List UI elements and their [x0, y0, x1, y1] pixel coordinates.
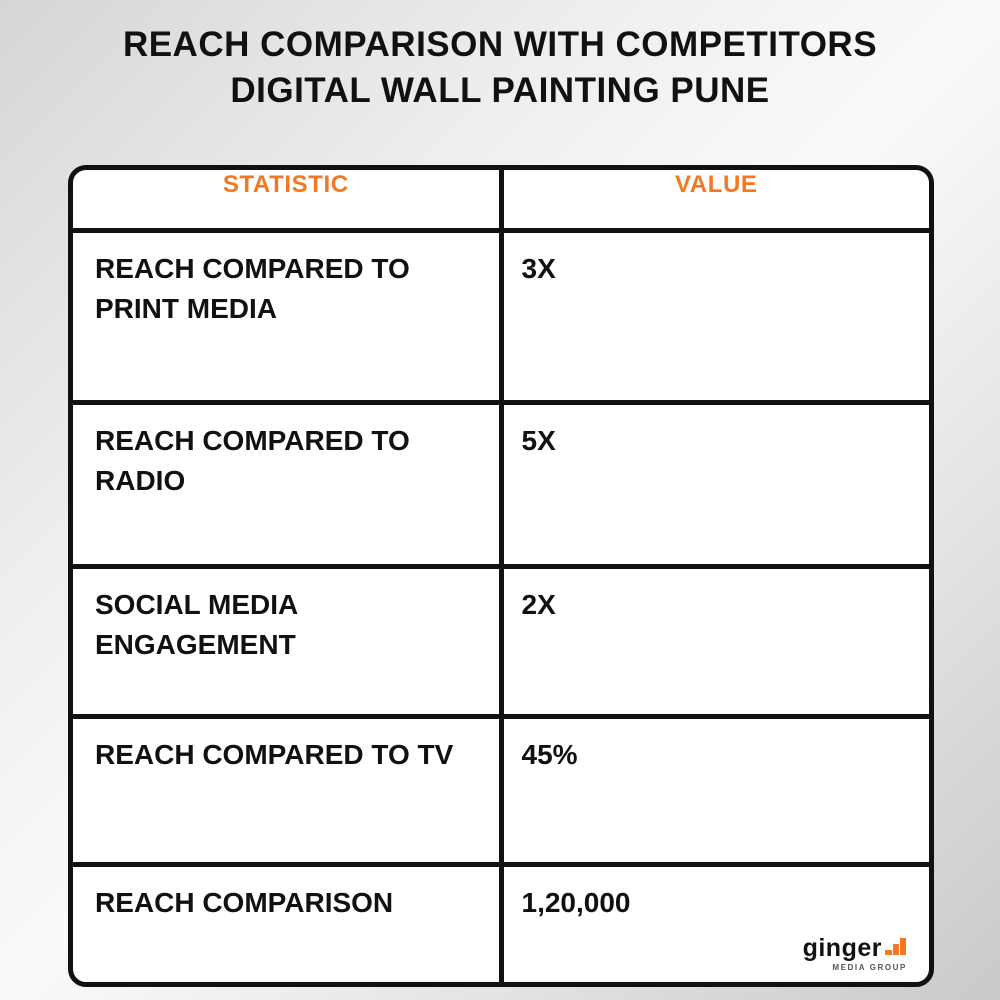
statistics-table [73, 170, 929, 982]
column-header-statistic: STATISTIC [73, 170, 501, 230]
cell-statistic: REACH COMPARED TO RADIO [73, 402, 501, 566]
cell-value: 3X [501, 230, 929, 402]
table-row [73, 230, 929, 402]
cell-value: 5X [501, 402, 929, 566]
cell-value: 1,20,000 [521, 886, 631, 918]
brand-logo [803, 936, 907, 972]
table-header-row [73, 170, 929, 230]
logo-wordmark [803, 936, 907, 961]
bar-chart-icon [885, 936, 907, 961]
statistics-table-container [68, 165, 934, 987]
table-row [73, 402, 929, 566]
page-title [0, 0, 1000, 114]
table-row [73, 716, 929, 864]
title-line-2: DIGITAL WALL PAINTING PUNE [230, 71, 770, 111]
cell-statistic: REACH COMPARED TO TV [73, 716, 501, 864]
column-header-value: VALUE [501, 170, 929, 230]
cell-value: 45% [501, 716, 929, 864]
cell-value: 2X [501, 566, 929, 716]
table-row [73, 566, 929, 716]
logo-tagline: MEDIA GROUP [832, 963, 907, 972]
cell-statistic: SOCIAL MEDIA ENGAGEMENT [73, 566, 501, 716]
logo-text: ginger [802, 934, 882, 962]
table-row [73, 864, 929, 982]
title-line-1: REACH COMPARISON WITH COMPETITORS [122, 25, 878, 64]
cell-statistic: REACH COMPARED TO PRINT MEDIA [73, 230, 501, 402]
cell-statistic: REACH COMPARISON [73, 864, 501, 982]
